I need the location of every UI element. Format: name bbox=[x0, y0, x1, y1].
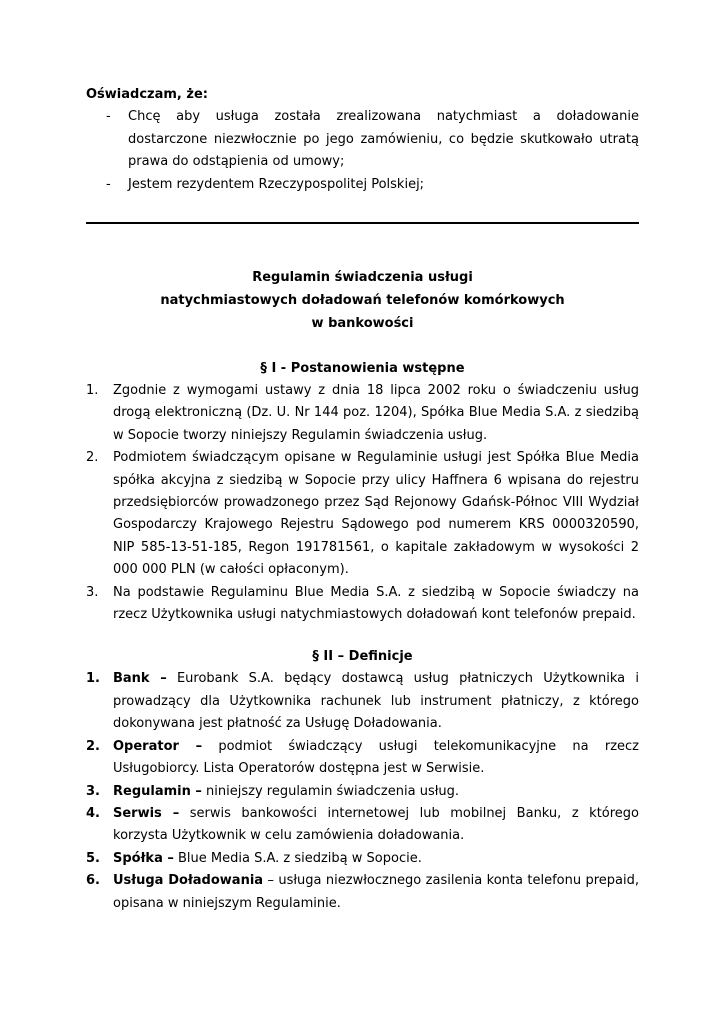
section-2-heading: § II – Definicje bbox=[312, 649, 413, 665]
definitions-list bbox=[86, 668, 639, 914]
definition-text: Blue Media S.A. z siedzibą w Sopocie. bbox=[173, 850, 422, 866]
item-text: Zgodnie z wymogami ustawy z dnia 18 lipca 2002 roku o świadczeniu usług drogą elektroniczną (Dz. U. Nr 144 poz. 1204), Spółka Blue Media S.A. z siedzibą w Sopocie tworzy niniejszy Regulamin świadczenia usług. bbox=[113, 383, 639, 443]
definition-item bbox=[86, 736, 639, 781]
definition-text: Eurobank S.A. będący dostawcą usług płatniczych Użytkownika i prowadzący dla Użytkownika rachunek lub instrument płatniczy, z którego dokonywana jest płatność za Usługę Doładowania. bbox=[113, 671, 639, 732]
item-number: 1. bbox=[86, 671, 100, 687]
definition-item bbox=[86, 781, 639, 803]
dash-bullet: - bbox=[106, 109, 111, 124]
definition-text: – usługa niezwłocznego zasilenia konta telefonu prepaid, opisana w niniejszym Regulaminie. bbox=[113, 873, 639, 911]
section-1-item bbox=[86, 380, 639, 447]
document-title bbox=[86, 266, 639, 335]
declaration-item bbox=[86, 106, 639, 174]
definition-term: Regulamin – bbox=[113, 783, 202, 799]
definition-term: Serwis – bbox=[113, 805, 180, 821]
definition-item bbox=[86, 668, 639, 735]
item-number: 6. bbox=[86, 873, 100, 889]
definition-text: podmiot świadczący usługi telekomunikacyjne na rzecz Usługobiorcy. Lista Operatorów dostępna jest w Serwisie. bbox=[113, 738, 639, 777]
declaration-item bbox=[86, 174, 639, 197]
section-1-item bbox=[86, 582, 639, 627]
declaration-heading: Oświadczam, że: bbox=[86, 87, 208, 102]
definition-item bbox=[86, 803, 639, 848]
item-number: 3. bbox=[86, 584, 99, 600]
horizontal-divider bbox=[86, 222, 639, 224]
item-number: 2. bbox=[86, 450, 99, 466]
item-number: 3. bbox=[86, 783, 100, 799]
section-1-item bbox=[86, 447, 639, 581]
definition-text: serwis bankowości internetowej lub mobilnej Banku, z którego korzysta Użytkownik w celu zamówienia doładowania. bbox=[113, 805, 640, 844]
item-number: 4. bbox=[86, 805, 100, 821]
declaration-list bbox=[86, 106, 639, 196]
title-line-3: w bankowości bbox=[311, 316, 414, 331]
dash-bullet: - bbox=[106, 176, 111, 192]
definition-item bbox=[86, 848, 639, 870]
item-text: Podmiotem świadczącym opisane w Regulaminie usługi jest Spółka Blue Media spółka akcyjna z siedzibą w Sopocie przy ulicy Haffnera 6 wpisana do rejestru przedsiębiorców prowadzonego przez Sąd Rejonowy Gdańsk-Północ VIII Wydział Gospodarczy Krajowego Rejestru Sądowego pod numerem KRS 0000320590, NIP 585-13-51-185, Regon 191781561, o kapitale zakładowym w wysokości 2 000 000 PLN (w całości opłaconym). bbox=[113, 450, 639, 578]
declaration-item-text: Jestem rezydentem Rzeczypospolitej Polskiej; bbox=[128, 176, 425, 192]
title-line-1: Regulamin świadczenia usługi bbox=[252, 270, 473, 285]
definition-term: Bank – bbox=[113, 671, 167, 687]
declaration-item-text: Chcę aby usługa została zrealizowana natychmiast a doładowanie dostarczone niezwłocznie po jego zamówieniu, co będzie skutkowało utratą prawa do odstąpienia od umowy; bbox=[128, 109, 639, 169]
definition-text: niniejszy regulamin świadczenia usług. bbox=[201, 783, 460, 799]
item-number: 5. bbox=[86, 850, 100, 866]
title-line-2: natychmiastowych doładowań telefonów komórkowych bbox=[160, 293, 565, 308]
item-text: Na podstawie Regulaminu Blue Media S.A. z siedzibą w Sopocie świadczy na rzecz Użytkownika usługi natychmiastowych doładowań kont telefonów prepaid. bbox=[113, 584, 639, 623]
section-1-list bbox=[86, 380, 639, 626]
document-page bbox=[86, 84, 639, 915]
item-number: 1. bbox=[86, 383, 99, 398]
definition-term: Usługa Doładowania bbox=[113, 873, 264, 889]
definition-item bbox=[86, 870, 639, 915]
definition-term: Operator – bbox=[113, 738, 203, 754]
section-1-heading: § I - Postanowienia wstępne bbox=[260, 361, 465, 376]
definition-term: Spółka – bbox=[113, 850, 174, 866]
item-number: 2. bbox=[86, 738, 100, 754]
